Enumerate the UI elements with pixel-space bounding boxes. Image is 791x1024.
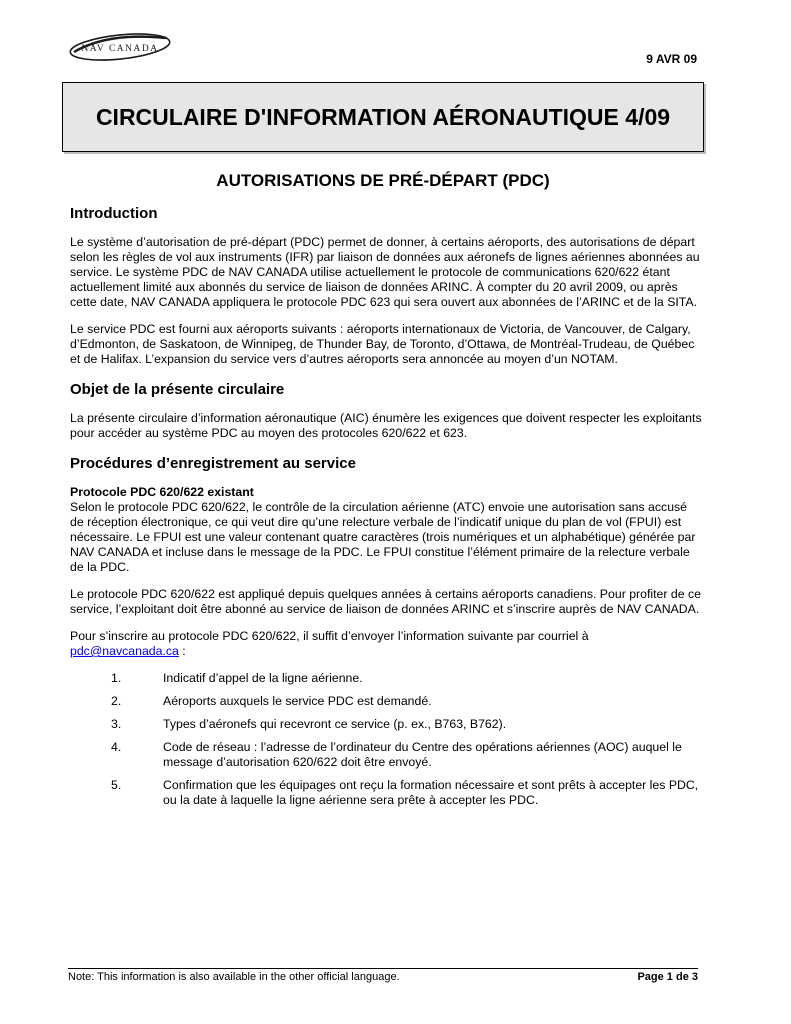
list-item-text: Aéroports auxquels le service PDC est demandé.: [163, 694, 432, 708]
list-item-text: Confirmation que les équipages ont reçu la formation nécessaire et sont prêts à accepter les PDC, ou la date à laquelle la ligne aérienne sera prête à accepter les PDC.: [163, 778, 699, 807]
procedures-heading: Procédures d’enregistrement au service: [70, 455, 356, 472]
logo-text: NAV CANADA: [81, 44, 159, 54]
list-item-number: 3.: [111, 717, 122, 731]
list-item-text: Code de réseau : l’adresse de l’ordinateur du Centre des opérations aériennes (AOC) auquel le message d’autorisation 620/622 doit être envoyé.: [163, 740, 682, 769]
email-link[interactable]: pdc@navcanada.ca: [70, 644, 179, 658]
registration-colon: :: [178, 644, 186, 658]
subtitle: AUTORISATIONS DE PRÉ-DÉPART (PDC): [216, 171, 550, 190]
intro-paragraph-1: Le système d’autorisation de pré-départ (PDC) permet de donner, à certains aéroports, des autorisations de départ selon les règles de vol aux instruments (IFR) par liaison de données aux aéronefs de lignes aériennes abonnées au service. Le système PDC de NAV CANADA utilise actuellement le protocole de communications 620/622 étant actuellement limité aux abonnés du service de liaison de données ARINC. À compter du 20 avril 2009, ou après cette date, NAV CANADA appliquera le protocole PDC 623 qui sera ouvert aux abonnées de l’ARINC et de la SITA.: [70, 235, 700, 309]
page-number: Page 1 de 3: [637, 971, 698, 983]
intro-heading: Introduction: [70, 205, 158, 222]
protocol-subheading: Protocole PDC 620/622 existant: [70, 485, 254, 499]
issue-date: 9 AVR 09: [646, 52, 697, 66]
nav-canada-logo: [68, 30, 172, 64]
list-item-number: 4.: [111, 740, 122, 754]
objet-paragraph: La présente circulaire d’information aéronautique (AIC) énumère les exigences que doivent respecter les exploitants pour accéder au système PDC au moyen des protocoles 620/622 et 623.: [70, 411, 702, 440]
document-body: [70, 205, 702, 816]
page-footer: [68, 968, 698, 983]
list-item: [70, 694, 702, 709]
title-box: [62, 82, 704, 152]
procedures-paragraph-2: Le protocole PDC 620/622 est appliqué depuis quelques années à certains aéroports canadiens. Pour profiter de ce service, l’exploitant doit être abonné au service de liaison de données ARINC et s’inscrire auprès de NAV CANADA.: [70, 587, 701, 616]
page-title: CIRCULAIRE D'INFORMATION AÉRONAUTIQUE 4/09: [95, 103, 671, 130]
procedures-paragraph-1: Selon le protocole PDC 620/622, le contrôle de la circulation aérienne (ATC) envoie une autorisation sans accusé de réception électronique, ce qui veut dire qu’une relecture verbale de l’indicatif unique du plan de vol (FPUI) est nécessaire. Le FPUI est une valeur contenant quatre caractères (trois numériques et un alphabétique) générée par NAV CANADA et incluse dans le message de la PDC. Le FPUI constitue l’élément primaire de la relecture verbale de la PDC.: [70, 500, 696, 574]
list-item-number: 2.: [111, 694, 122, 708]
intro-paragraph-2: Le service PDC est fourni aux aéroports suivants : aéroports internationaux de Victoria, de Vancouver, de Calgary, d’Edmonton, de Saskatoon, de Winnipeg, de Thunder Bay, de Toronto, d’Ottawa, de Montréal-Trudeau, de Québec et de Halifax. L’expansion du service vers d’autres aéroports sera annoncée au moyen d’un NOTAM.: [70, 322, 695, 366]
requirements-list: [70, 671, 702, 808]
objet-heading: Objet de la présente circulaire: [70, 381, 285, 398]
procedures-paragraph-3: [70, 629, 702, 659]
list-item: [70, 778, 702, 808]
footer-note: Note: This information is also available in the other official language.: [68, 971, 400, 983]
list-item: [70, 740, 702, 770]
list-item-number: 5.: [111, 778, 122, 792]
list-item-number: 1.: [111, 671, 122, 685]
registration-text: Pour s’inscrire au protocole PDC 620/622, il suffit d’envoyer l’information suivante par courriel à: [70, 629, 589, 643]
list-item-text: Types d’aéronefs qui recevront ce service (p. ex., B763, B762).: [163, 717, 507, 731]
list-item: [70, 671, 702, 686]
list-item: [70, 717, 702, 732]
list-item-text: Indicatif d’appel de la ligne aérienne.: [163, 671, 363, 685]
logo-swoosh-icon: [68, 30, 172, 64]
